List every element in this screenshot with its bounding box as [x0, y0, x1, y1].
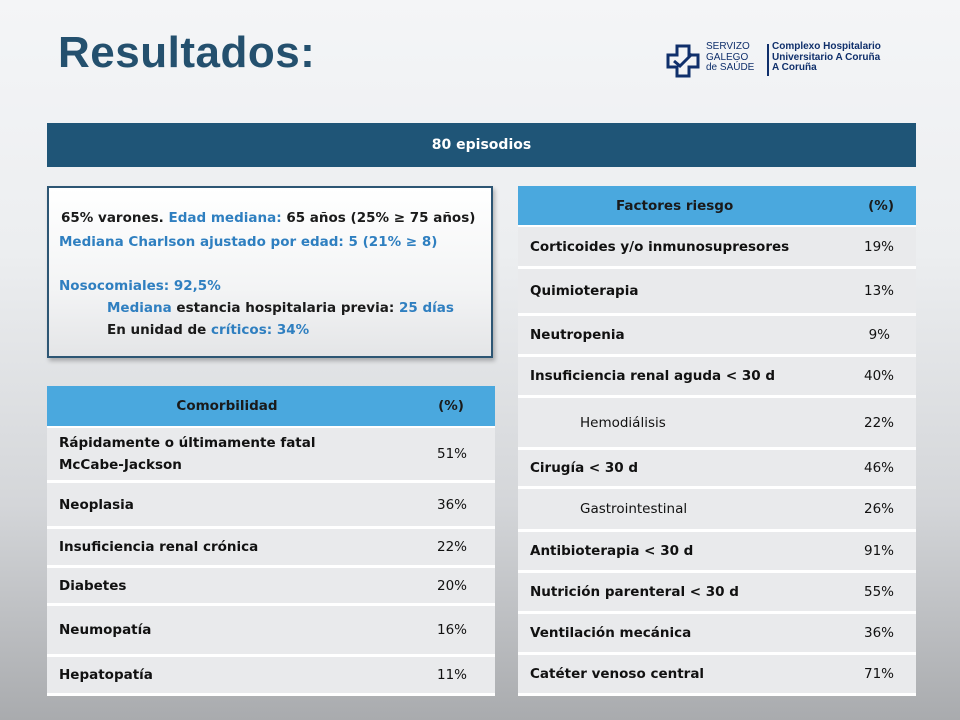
summary-age-value: 65 años (25% ≥ 75 años): [286, 210, 476, 226]
summary-line-critical: [107, 322, 309, 338]
summary-stay-label: estancia hospitalaria previa:: [176, 300, 399, 316]
summary-age-label: Edad mediana:: [168, 210, 287, 226]
comorbidity-label-line2: McCabe-Jackson: [59, 457, 182, 473]
comorbidity-label: Diabetes: [47, 568, 407, 606]
sergas-logo: [666, 42, 886, 82]
risk-factor-value: 26%: [856, 489, 916, 532]
summary-male-pct: 65% varones.: [61, 210, 169, 226]
comorbidity-row: [47, 483, 495, 529]
comorbidity-label: Hepatopatía: [47, 657, 407, 696]
summary-charlson-label: Charlson ajustado por edad:: [128, 234, 349, 250]
risk-factor-label: Insuficiencia renal aguda < 30 d: [518, 357, 856, 398]
risk-factor-row: [518, 655, 916, 696]
comorbidity-value: 36%: [407, 483, 495, 529]
risk-factor-label: Corticoides y/o inmunosupresores: [518, 227, 856, 269]
risk-factor-row: [518, 357, 916, 398]
risk-factor-value: 13%: [856, 269, 916, 316]
summary-charlson-prefix: Mediana: [59, 234, 129, 250]
risk-factor-label: Hemodiálisis: [518, 398, 856, 450]
risk-factor-row: [518, 614, 916, 655]
summary-line-sex-age: [61, 210, 475, 226]
risk-factor-row: [518, 269, 916, 316]
logo-org-line3: de SAÚDE: [706, 62, 755, 73]
logo-org-line2: GALEGO: [706, 51, 749, 63]
risk-factor-value: 46%: [856, 450, 916, 489]
comorbidity-value: 16%: [407, 606, 495, 657]
episodes-banner: 80 episodios: [47, 123, 916, 167]
summary-critical-label: En unidad de: [107, 322, 212, 338]
risk-factor-label: Gastrointestinal: [518, 489, 856, 532]
hospital-name: [772, 42, 892, 74]
risk-factor-value: 36%: [856, 614, 916, 655]
comorbidity-row: [47, 568, 495, 606]
risk-factor-label: Antibioterapia < 30 d: [518, 532, 856, 573]
risk-factor-row: [518, 316, 916, 357]
risk-factor-value: 9%: [856, 316, 916, 357]
comorbidity-header-pct: (%): [407, 386, 495, 428]
logo-divider: [767, 44, 769, 76]
risk-factor-row: [518, 450, 916, 489]
comorbidity-row: [47, 606, 495, 657]
logo-org-line1: SERVIZO: [706, 41, 750, 52]
risk-factor-row: [518, 398, 916, 450]
risk-factor-value: 40%: [856, 357, 916, 398]
comorbidity-table: [47, 386, 495, 696]
risk-factor-label: Ventilación mecánica: [518, 614, 856, 655]
page-title: Resultados:: [58, 28, 316, 77]
summary-line-charlson: [59, 234, 437, 250]
comorbidity-row: [47, 657, 495, 696]
risk-factor-row: [518, 489, 916, 532]
risk-factors-header: [518, 186, 916, 227]
comorbidity-value: 22%: [407, 529, 495, 568]
comorbidity-label: Neumopatía: [47, 606, 407, 657]
risk-factors-header-label: Factores riesgo: [518, 186, 856, 227]
comorbidity-row: [47, 529, 495, 568]
comorbidity-label: [47, 428, 407, 483]
risk-factor-value: 71%: [856, 655, 916, 696]
risk-factor-label: Catéter venoso central: [518, 655, 856, 696]
risk-factor-value: 91%: [856, 532, 916, 573]
logo-hosp-line1: Complexo Hospitalario: [772, 41, 881, 52]
risk-factors-header-pct: (%): [856, 186, 916, 227]
summary-nosocomial: Nosocomiales: 92,5%: [59, 278, 221, 294]
risk-factor-value: 55%: [856, 573, 916, 614]
logo-hosp-line3: A Coruña: [772, 62, 817, 73]
risk-factor-row: [518, 573, 916, 614]
risk-factors-table: [518, 186, 916, 696]
sergas-cross-icon: [666, 44, 700, 78]
risk-factor-row: [518, 227, 916, 269]
risk-factor-label: Nutrición parenteral < 30 d: [518, 573, 856, 614]
summary-line-stay: [107, 300, 454, 316]
summary-box: [47, 186, 493, 358]
summary-charlson-value: 5 (21% ≥ 8): [348, 234, 438, 250]
sergas-name: [706, 42, 768, 74]
comorbidity-value: 51%: [407, 428, 495, 483]
risk-factor-value: 19%: [856, 227, 916, 269]
risk-factor-label: Cirugía < 30 d: [518, 450, 856, 489]
comorbidity-label: Insuficiencia renal crónica: [47, 529, 407, 568]
risk-factor-label: Neutropenia: [518, 316, 856, 357]
comorbidity-label-line1: Rápidamente o últimamente fatal: [59, 435, 316, 451]
comorbidity-label: Neoplasia: [47, 483, 407, 529]
summary-stay-prefix: Mediana: [107, 300, 177, 316]
risk-factor-label: Quimioterapia: [518, 269, 856, 316]
comorbidity-value: 20%: [407, 568, 495, 606]
risk-factor-value: 22%: [856, 398, 916, 450]
risk-factor-row: [518, 532, 916, 573]
logo-hosp-line2: Universitario A Coruña: [772, 51, 881, 63]
comorbidity-header: [47, 386, 495, 428]
comorbidity-header-label: Comorbilidad: [47, 386, 407, 428]
comorbidity-value: 11%: [407, 657, 495, 696]
summary-critical-value: críticos: 34%: [211, 322, 310, 338]
comorbidity-row: [47, 428, 495, 483]
summary-stay-value: 25 días: [398, 300, 454, 316]
